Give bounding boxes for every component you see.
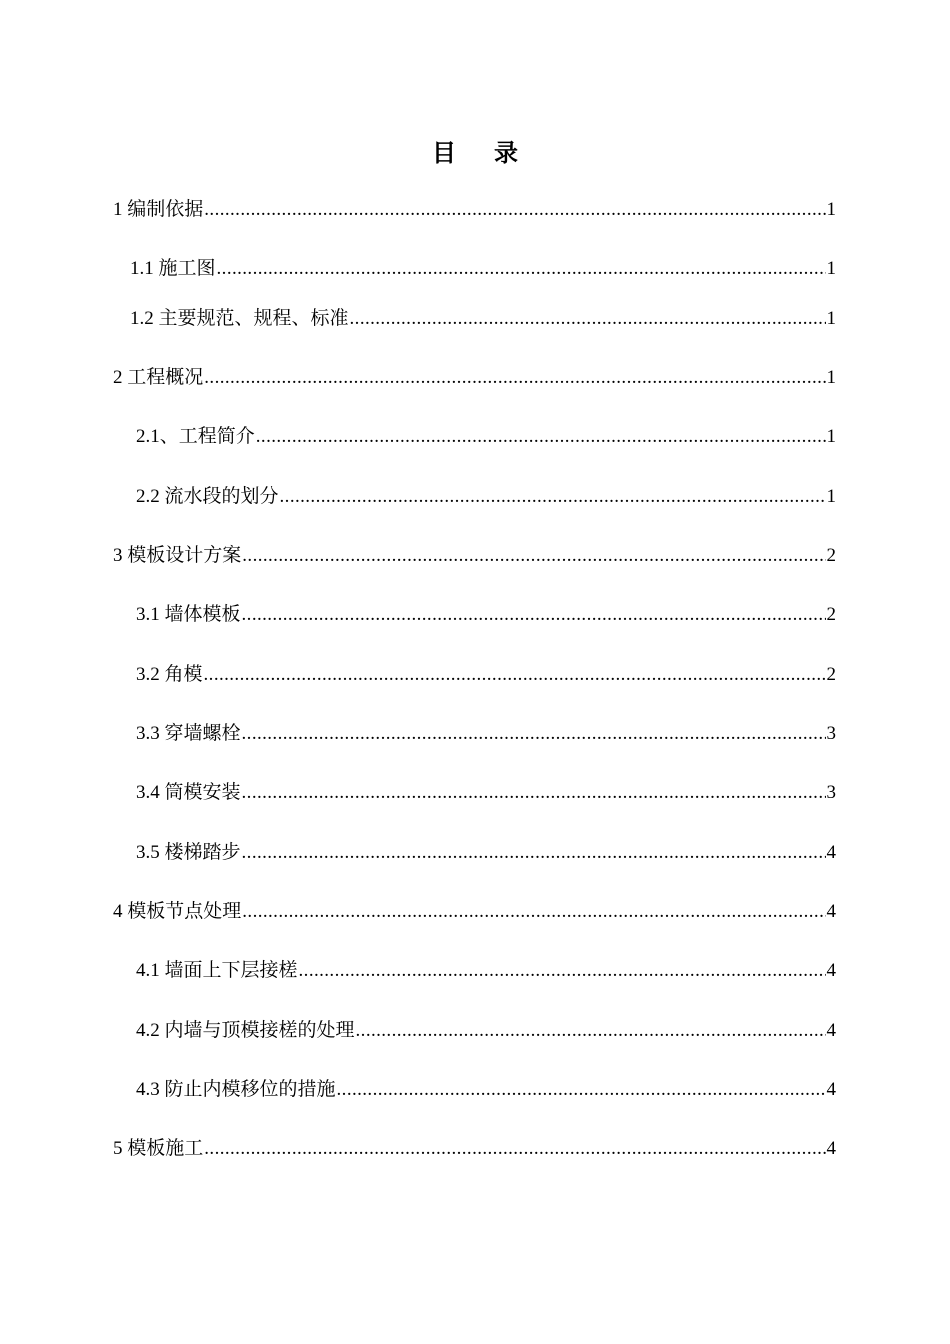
toc-dot-leader bbox=[204, 662, 826, 688]
toc-title: 目录 bbox=[432, 138, 556, 167]
toc-dot-leader bbox=[204, 1136, 825, 1162]
toc-entry[interactable] bbox=[130, 256, 836, 282]
toc-entry-page: 4 bbox=[826, 1079, 836, 1100]
toc-entry-label: 3.3 穿墙螺栓 bbox=[136, 723, 241, 744]
toc-dot-leader bbox=[242, 899, 825, 925]
toc-entry[interactable] bbox=[136, 424, 836, 450]
toc-entry[interactable] bbox=[136, 662, 836, 688]
toc-entry-label: 1.1 施工图 bbox=[130, 258, 216, 279]
toc-entry-label: 1.2 主要规范、规程、标准 bbox=[130, 308, 349, 329]
toc-entry[interactable] bbox=[136, 1018, 836, 1044]
toc-dot-leader bbox=[242, 543, 825, 569]
toc-dot-leader bbox=[242, 721, 826, 747]
toc-entry-page: 4 bbox=[826, 1020, 836, 1041]
toc-entry[interactable] bbox=[136, 780, 836, 806]
toc-dot-leader bbox=[299, 958, 826, 984]
toc-dot-leader bbox=[204, 365, 825, 391]
toc-entry-page: 1 bbox=[826, 426, 836, 447]
toc-entry[interactable] bbox=[136, 484, 836, 510]
toc-entry-label: 1 编制依据 bbox=[113, 199, 204, 220]
toc-entry-label: 4.1 墙面上下层接槎 bbox=[136, 960, 298, 981]
toc-entry-page: 4 bbox=[826, 901, 836, 922]
toc-entry-page: 4 bbox=[826, 1138, 836, 1159]
toc-entry-page: 1 bbox=[826, 486, 836, 507]
toc-entry-label: 3.4 筒模安装 bbox=[136, 782, 241, 803]
toc-entry-label: 3.2 角模 bbox=[136, 664, 203, 685]
toc-entry-page: 4 bbox=[826, 960, 836, 981]
toc-dot-leader bbox=[256, 424, 826, 450]
toc-dot-leader bbox=[280, 484, 826, 510]
toc-entry-label: 3 模板设计方案 bbox=[113, 545, 242, 566]
toc-entry-label: 3.1 墙体模板 bbox=[136, 604, 241, 625]
toc-entry-page: 2 bbox=[826, 545, 836, 566]
toc-entry[interactable] bbox=[136, 958, 836, 984]
toc-entry-page: 4 bbox=[826, 842, 836, 863]
toc-entry-label: 2.2 流水段的划分 bbox=[136, 486, 279, 507]
toc-dot-leader bbox=[242, 602, 826, 628]
toc-dot-leader bbox=[242, 780, 826, 806]
toc-entry-page: 3 bbox=[826, 782, 836, 803]
toc-entry-label: 3.5 楼梯踏步 bbox=[136, 842, 241, 863]
toc-entry-page: 1 bbox=[826, 258, 836, 279]
toc-entry-page: 3 bbox=[826, 723, 836, 744]
toc-entry-label: 4.2 内墙与顶模接槎的处理 bbox=[136, 1020, 355, 1041]
toc-dot-leader bbox=[350, 306, 826, 332]
toc-entry-label: 2.1、工程简介 bbox=[136, 426, 255, 447]
toc-entry[interactable] bbox=[130, 306, 836, 332]
toc-entry-label: 5 模板施工 bbox=[113, 1138, 204, 1159]
toc-entry[interactable] bbox=[113, 197, 836, 223]
toc-dot-leader bbox=[204, 197, 825, 223]
toc-entry-label: 4.3 防止内模移位的措施 bbox=[136, 1079, 336, 1100]
toc-entry-page: 1 bbox=[826, 308, 836, 329]
toc-entry[interactable] bbox=[113, 1136, 836, 1162]
toc-entry[interactable] bbox=[136, 840, 836, 866]
toc-entry[interactable] bbox=[113, 365, 836, 391]
toc-entry[interactable] bbox=[136, 721, 836, 747]
toc-dot-leader bbox=[242, 840, 826, 866]
toc-entry-page: 1 bbox=[826, 199, 836, 220]
toc-dot-leader bbox=[337, 1077, 826, 1103]
toc-dot-leader bbox=[356, 1018, 826, 1044]
toc-entry[interactable] bbox=[113, 543, 836, 569]
toc-entry-label: 4 模板节点处理 bbox=[113, 901, 242, 922]
toc-entry-page: 2 bbox=[826, 604, 836, 625]
toc-entry-page: 1 bbox=[826, 367, 836, 388]
toc-entry-label: 2 工程概况 bbox=[113, 367, 204, 388]
toc-entry[interactable] bbox=[136, 1077, 836, 1103]
toc-entry-page: 2 bbox=[826, 664, 836, 685]
toc-dot-leader bbox=[217, 256, 826, 282]
toc-entry[interactable] bbox=[113, 899, 836, 925]
toc-entry[interactable] bbox=[136, 602, 836, 628]
